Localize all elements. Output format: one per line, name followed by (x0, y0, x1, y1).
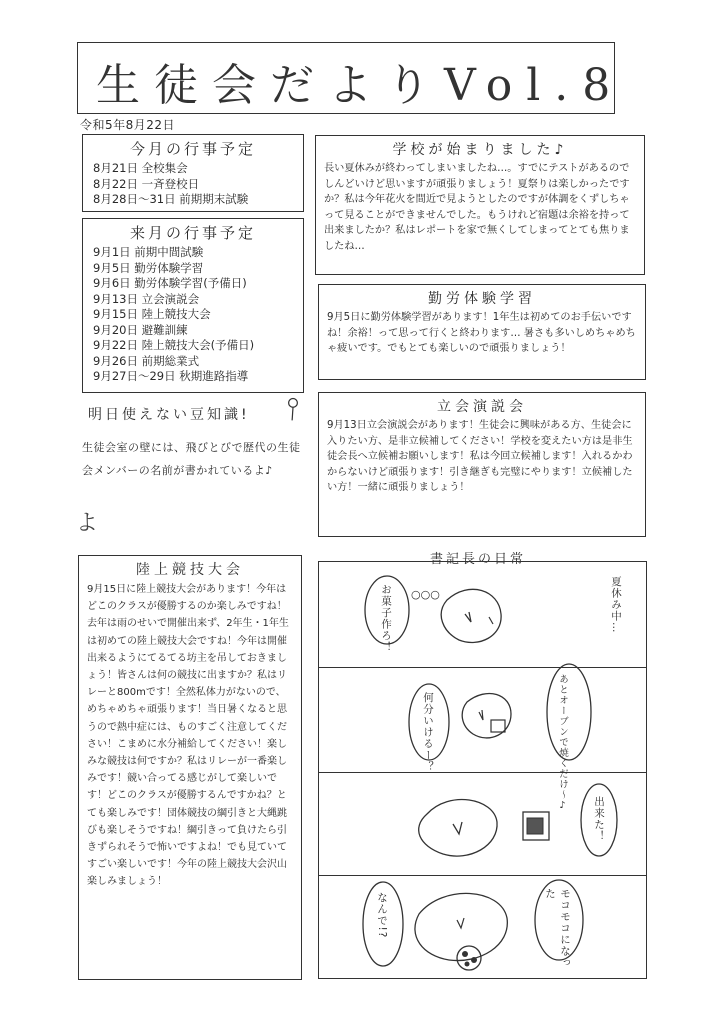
event-item: 9月27日〜29日 秋期進路指導 (93, 369, 249, 383)
event-item: 9月13日 立会演説会 (93, 291, 200, 306)
panel2-speech-right: あとオーブンで焼くだけ〜♪ (557, 674, 568, 812)
event-item: 9月20日 避難訓練 (93, 322, 188, 337)
event-item: 9月1日 前期中間試験 (93, 245, 204, 259)
event-item: 9月15日 陸上競技大会 (93, 307, 211, 321)
panel3-speech: 出来た！ (593, 796, 605, 842)
speech-title: 立会演説会 (437, 399, 527, 415)
speech-article (318, 392, 646, 537)
event-item: 9月6日 勤労体験学習(予備日) (93, 276, 247, 290)
trivia-end-mark: よ (76, 511, 99, 536)
school-start-body: 長い夏休みが終わってしまいましたね…。すでにテストがあるのでしんどいけど思いますが頑張りましょう！夏祭りは楽しかったですか？私は今年花火を間近で見ようとしたのですが体調をくずしちゃって見ることができませんでした。もうけれど宿題は余裕を持って出来ましたか？私はレポートを家で無くしてしまってとても焦りましたね… (324, 163, 630, 252)
character-head (462, 693, 511, 737)
panel4-speech-left: なんで!? (376, 892, 388, 939)
comic-title: 書記長の日常 (430, 552, 527, 567)
work-experience-title: 勤労体験学習 (428, 291, 536, 307)
oven-icon (491, 720, 505, 732)
event-item: 9月26日 前期総業式 (93, 353, 200, 368)
character-head (441, 589, 501, 642)
event-item: 9月22日 陸上競技大会(予備日) (93, 338, 255, 352)
title-box (77, 42, 625, 114)
panel1-speech: お菓子作ろ！ (380, 584, 392, 653)
next-month-box (82, 218, 304, 393)
speech-body: 9月13日立会演説会があります！生徒会に興味がある方、生徒会に入りたい方、是非立候補してください！学校を変えたい方は是非生徒会長へ立候補お願いします！私は今回立候補します！入れるかわからないけど頑張ります！引き継ぎも完璧にやります！立候補したい方！一緒に頑張りましょう！ (327, 420, 633, 494)
event-item: 8月21日 全校集会 (93, 161, 188, 175)
page-title: 生徒会だよりVol.8 (96, 60, 625, 111)
trivia-title: 明日使えない豆知識! (88, 407, 250, 423)
comic-drawings (319, 562, 648, 980)
panel1-thought: ○○○ (411, 588, 440, 601)
school-start-title: 学校が始まりました♪ (392, 142, 568, 158)
work-experience-body: 9月5日に勤労体験学習があります！1年生は初めてのお手伝いですね！余裕！って思って行くと終わります… 暑さも多いしめちゃめちゃ疲いです。でもとても楽しいので頑張りましょう！ (327, 312, 636, 355)
school-start-article (315, 135, 645, 275)
track-meet-article (78, 555, 302, 980)
this-month-title: 今月の行事予定 (129, 140, 256, 158)
next-month-title: 来月の行事予定 (129, 224, 256, 242)
work-experience-article (318, 284, 646, 380)
track-meet-title: 陸上競技大会 (136, 562, 244, 578)
this-month-box (82, 134, 304, 212)
character-head (419, 800, 497, 857)
comic-strip (318, 561, 647, 979)
panel4-speech-right: モコモコになった (544, 888, 571, 969)
event-item: 9月5日 勤労体験学習 (93, 260, 204, 275)
track-meet-body: 9月15日に陸上競技大会があります！今年はどこのクラスが優勝するのか楽しみですね！去年は雨のせいで開催出来ず、2年生・1年生は初めての陸上競技大会ですね！今年は開催出来るようにてるてる坊主を吊しておきましょう！皆さんは何の競技に出ますか？私はリレーと800mです！全然私体力がないので、めちゃめちゃ頑張ります！当日暑くなると思うので熱中症には、ものすごく注意してください！こまめに水分補給してください！楽しみな競技は何ですか？私はリレーが一番楽しみです！競い合ってる感じがして楽しいです！どこのクラスが優勝するんですかね？とても楽しみです！団体競技の綱引きと大縄跳びも楽しそうですね！綱引きって負けたら引きずられそうで怖いですよね！でも見ていてすごい楽しいです！今年の陸上競技大会沢山楽しみましょう！ (87, 584, 289, 888)
issue-date: 令和5年8月22日 (80, 118, 176, 132)
panel2-speech-left: 何分いけるー？ (422, 692, 434, 773)
trivia-body: 生徒会室の壁には、飛びとびで歴代の生徒会メンバーの名前が書かれているよ♪ (82, 441, 301, 477)
event-item: 8月22日 一斉登校日 (93, 176, 200, 191)
panel1-narration: 夏休み中… (610, 576, 622, 634)
pin-icon (286, 396, 300, 422)
event-item: 8月28日〜31日 前期期末試験 (93, 192, 249, 206)
speech-bubble (547, 664, 591, 760)
